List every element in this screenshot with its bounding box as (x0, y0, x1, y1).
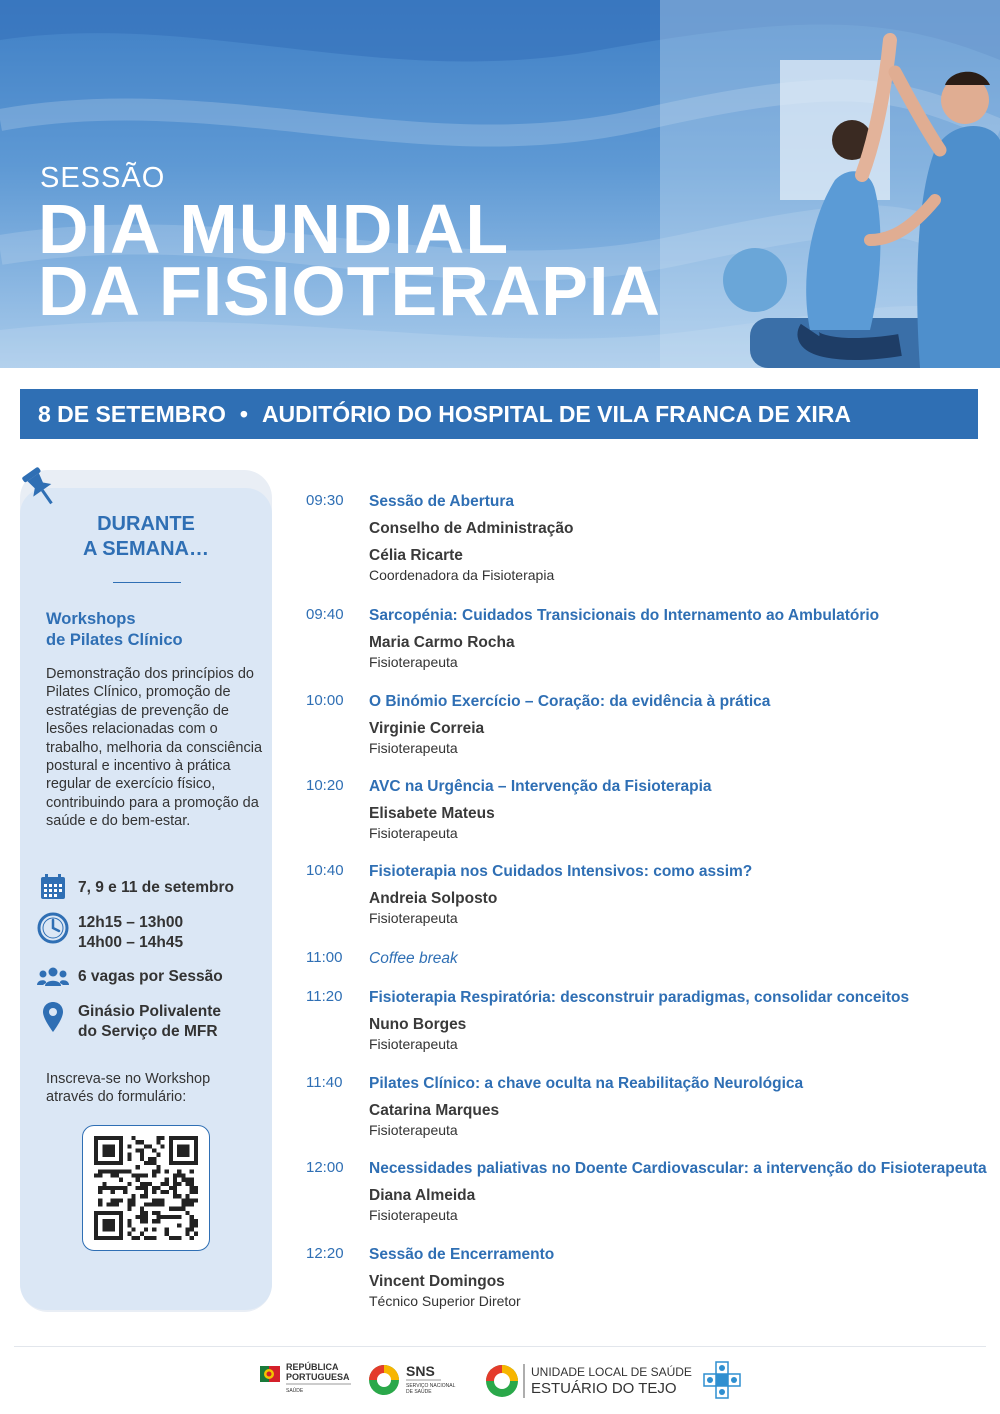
workshop-time-1: 12h15 – 13h00 (78, 914, 184, 931)
speaker-name: Elisabete Mateus (369, 805, 495, 822)
program-details (369, 692, 996, 757)
uls-logo (486, 1364, 692, 1398)
clock-icon (37, 912, 69, 944)
hero-banner (0, 0, 1000, 368)
uls-line2: ESTUÁRIO DO TEJO (531, 1380, 677, 1397)
band-separator: • (239, 400, 248, 427)
sidebar-divider (113, 582, 181, 583)
program-details (369, 777, 996, 842)
signup-line2: através do formulário: (46, 1089, 187, 1105)
speaker-role: Coordenadora da Fisioterapia (369, 567, 555, 583)
program-details (369, 1159, 996, 1224)
sns-line2: DE SAÚDE (406, 1389, 432, 1395)
program-title: AVC na Urgência – Intervenção da Fisioterapia (369, 778, 712, 795)
program-time: 10:20 (306, 777, 344, 794)
sns-line1: SERVIÇO NACIONAL (406, 1383, 456, 1389)
speaker-name: Diana Almeida (369, 1187, 476, 1204)
republica-line1: REPÚBLICA (286, 1362, 339, 1372)
workshop-time-2: 14h00 – 14h45 (78, 934, 184, 951)
speaker-name: Célia Ricarte (369, 547, 463, 564)
workshop-description: Demonstração dos princípios do Pilates Clínico, promoção de estratégias de prevenção de lesões relacionadas com o trabalho, melhoria da consciência postural e incentivo à prática regular de exercício físico, contribuindo para a promoção da saúde e do bem-estar. (46, 666, 263, 830)
program-time: 10:00 (306, 692, 344, 709)
event-title-line2: DA FISIOTERAPIA (38, 252, 661, 330)
program-time: 11:40 (306, 1074, 343, 1091)
republica-line3: SAÚDE (286, 1388, 304, 1394)
workshop-title (46, 609, 256, 651)
signup-text (46, 1070, 246, 1106)
footer-logos (256, 1358, 746, 1402)
speaker-name: Andreia Solposto (369, 890, 498, 907)
date-venue-band (20, 389, 978, 439)
event-title (38, 190, 661, 330)
speaker-role: Técnico Superior Diretor (369, 1293, 521, 1309)
sidebar-heading (20, 512, 272, 562)
program-time: 09:30 (306, 492, 344, 509)
event-title-line1: DIA MUNDIAL (38, 190, 510, 268)
program-details (369, 492, 996, 584)
location-pin-icon (43, 1002, 63, 1032)
speaker-name: Conselho de Administração (369, 520, 574, 537)
workshop-location-line2: do Serviço de MFR (78, 1023, 218, 1040)
sidebar-heading-line2: A SEMANA… (83, 538, 209, 560)
physiotherapy-illustration (660, 0, 1000, 368)
pushpin-icon (20, 465, 60, 511)
workshop-location-row (36, 1002, 221, 1042)
sns-short: SNS (406, 1363, 435, 1379)
speaker-role: Fisioterapeuta (369, 654, 458, 670)
program-details (369, 988, 996, 1053)
speaker-name: Nuno Borges (369, 1016, 467, 1033)
workshop-title-line1: Workshops (46, 610, 136, 628)
speaker-role: Fisioterapeuta (369, 1207, 458, 1223)
program-details (369, 862, 996, 927)
republica-portuguesa-logo (260, 1361, 351, 1394)
program-details (369, 1245, 996, 1310)
calendar-icon (40, 874, 66, 900)
session-kicker: SESSÃO (40, 162, 166, 194)
program-title: Sarcopénia: Cuidados Transicionais do Internamento ao Ambulatório (369, 607, 880, 624)
workshop-vacancies: 6 vagas por Sessão (78, 968, 223, 985)
signup-line1: Inscreva-se no Workshop (46, 1071, 211, 1087)
speaker-name: Virginie Correia (369, 720, 485, 737)
program-time: 10:40 (306, 862, 344, 879)
uls-line1: UNIDADE LOCAL DE SAÚDE (531, 1365, 692, 1379)
republica-line2: PORTUGUESA (286, 1372, 350, 1382)
program-time: 11:20 (306, 988, 343, 1005)
program-time: 12:00 (306, 1159, 344, 1176)
footer-divider (14, 1346, 986, 1347)
speaker-role: Fisioterapeuta (369, 910, 458, 926)
event-date: 8 DE SETEMBRO (38, 400, 226, 427)
speaker-role: Fisioterapeuta (369, 740, 458, 756)
program-title: Sessão de Abertura (369, 493, 515, 510)
program-title: Fisioterapia nos Cuidados Intensivos: como assim? (369, 863, 753, 880)
program-title: O Binómio Exercício – Coração: da evidência à prática (369, 693, 771, 710)
workshop-dates-row (36, 874, 234, 900)
workshop-title-line2: de Pilates Clínico (46, 631, 183, 649)
program-title: Pilates Clínico: a chave oculta na Reabilitação Neurológica (369, 1075, 804, 1092)
program-title: Fisioterapia Respiratória: desconstruir paradigmas, consolidar conceitos (369, 989, 910, 1006)
sidebar-heading-line1: DURANTE (97, 513, 195, 535)
cross-emblem-icon (704, 1362, 740, 1398)
event-venue: AUDITÓRIO DO HOSPITAL DE VILA FRANCA DE XIRA (261, 400, 852, 427)
workshop-times-row (36, 912, 183, 953)
speaker-name: Vincent Domingos (369, 1273, 505, 1290)
speaker-role: Fisioterapeuta (369, 1122, 458, 1138)
program-details (369, 949, 996, 969)
workshop-location-line1: Ginásio Polivalente (78, 1003, 221, 1020)
workshop-vacancies-row (36, 966, 223, 988)
speaker-role: Fisioterapeuta (369, 1036, 458, 1052)
speaker-role: Fisioterapeuta (369, 825, 458, 841)
program-details (369, 1074, 996, 1139)
program-time: 09:40 (306, 606, 344, 623)
speaker-name: Catarina Marques (369, 1102, 500, 1119)
qr-code[interactable] (94, 1136, 198, 1240)
program-title: Coffee break (369, 950, 458, 967)
workshop-dates: 7, 9 e 11 de setembro (78, 879, 234, 896)
program-title: Sessão de Encerramento (369, 1246, 555, 1263)
program-details (369, 606, 996, 671)
speaker-name: Maria Carmo Rocha (369, 634, 515, 651)
program-time: 11:00 (306, 949, 343, 966)
program-time: 12:20 (306, 1245, 344, 1262)
program-title: Necessidades paliativas no Doente Cardiovascular: a intervenção do Fisioterapeuta (369, 1160, 987, 1177)
sns-logo (369, 1363, 456, 1395)
qr-code-frame[interactable] (82, 1125, 210, 1251)
people-icon (37, 966, 69, 988)
